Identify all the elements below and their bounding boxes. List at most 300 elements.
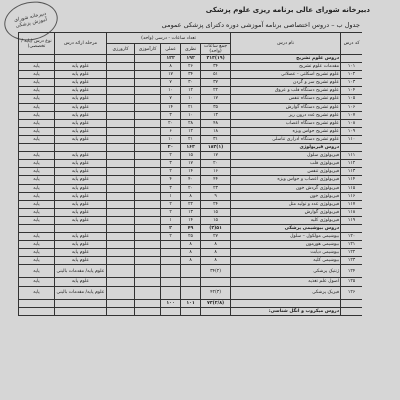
cell-code — [341, 224, 362, 232]
header-total: جمع ساعات (واحد) — [201, 44, 231, 55]
cell-total: ۱۳ — [201, 111, 231, 119]
cell-theory: ۸ — [181, 257, 201, 265]
cell-code: ۱۱۲ — [341, 160, 362, 168]
table-row — [19, 152, 363, 160]
cell-intern — [107, 95, 135, 103]
cell-total: ۱۵ — [201, 208, 231, 216]
cell-type: پایه — [19, 127, 55, 135]
table-row — [19, 127, 363, 135]
cell-intern — [107, 71, 135, 79]
cell-theory: ۲۶ — [181, 63, 201, 71]
cell-type — [19, 224, 55, 232]
cell-practical: ۷ — [161, 95, 181, 103]
cell-practical — [161, 257, 181, 265]
cell-code: ۱۲۰ — [341, 233, 362, 241]
cell-code: ۱۱۳ — [341, 168, 362, 176]
cell-theory — [181, 265, 201, 278]
cell-theory: ۱۲ — [181, 127, 201, 135]
section-row — [19, 224, 363, 232]
cell-type — [19, 55, 55, 63]
cell-type: پایه — [19, 257, 55, 265]
cell-level: علوم پایه — [55, 79, 107, 87]
cell-intern — [107, 241, 135, 249]
cell-theory: ۱۴ — [181, 216, 201, 224]
cell-code: ۱۱۹ — [341, 216, 362, 224]
cell-type: پایه — [19, 160, 55, 168]
cell-total: ۸ — [201, 249, 231, 257]
cell-lab — [135, 87, 161, 95]
cell-total — [201, 307, 231, 315]
cell-name: علوم تشریح دستگاه گوارش — [231, 103, 341, 111]
cell-intern — [107, 224, 135, 232]
cell-level: علوم پایه — [55, 87, 107, 95]
cell-lab — [135, 79, 161, 87]
cell-lab — [135, 127, 161, 135]
cell-code: ۱۰۶ — [341, 103, 362, 111]
cell-lab — [135, 184, 161, 192]
cell-total: ۲۳ — [201, 184, 231, 192]
cell-theory: ۱۳ — [181, 208, 201, 216]
cell-total: ۱۸ — [201, 127, 231, 135]
cell-code: ۱۰۹ — [341, 127, 362, 135]
cell-code: ۱۱۴ — [341, 176, 362, 184]
cell-type — [19, 144, 55, 152]
cell-practical: ۲ — [161, 208, 181, 216]
cell-total: ۲۰ — [201, 160, 231, 168]
cell-name: فیزیولوژی اعصاب و حواس ویژه — [231, 176, 341, 184]
cell-level — [55, 307, 107, 315]
cell-practical: ۳ — [161, 184, 181, 192]
cell-code — [341, 307, 362, 315]
cell-lab — [135, 103, 161, 111]
cell-total: ۴۸ — [201, 119, 231, 127]
section-row — [19, 144, 363, 152]
cell-type: پایه — [19, 95, 55, 103]
cell-level — [55, 299, 107, 307]
cell-lab — [135, 111, 161, 119]
cell-lab — [135, 176, 161, 184]
cell-level: علوم پایه — [55, 160, 107, 168]
cell-type: پایه — [19, 208, 55, 216]
cell-practical — [161, 249, 181, 257]
cell-total: ۳۷ — [201, 79, 231, 87]
cell-intern — [107, 168, 135, 176]
cell-lab — [135, 265, 161, 278]
cell-theory: ۱۷ — [181, 160, 201, 168]
cell-practical: ۱۰ — [161, 135, 181, 143]
cell-name: فیزیولوژی خون — [231, 192, 341, 200]
cell-total: ۵۱(۳) — [201, 224, 231, 232]
table-row — [19, 176, 363, 184]
cell-level: علوم پایه — [55, 216, 107, 224]
cell-name: علوم تشریح حواس ویژه — [231, 127, 341, 135]
cell-theory — [181, 307, 201, 315]
cell-intern — [107, 127, 135, 135]
table-row — [19, 119, 363, 127]
cell-intern — [107, 216, 135, 224]
cell-intern — [107, 87, 135, 95]
table-row — [19, 233, 363, 241]
cell-code: ۱۲۳ — [341, 257, 362, 265]
section-row — [19, 299, 363, 307]
cell-code: ۱۱۷ — [341, 200, 362, 208]
cell-code: ۱۰۳ — [341, 79, 362, 87]
cell-name: فیزیک پزشکی — [231, 286, 341, 299]
table-row — [19, 79, 363, 87]
cell-intern — [107, 278, 135, 286]
cell-level: علوم پایه/ مقدمات بالینی — [55, 265, 107, 278]
cell-intern — [107, 63, 135, 71]
cell-practical: ۱۲۲ — [161, 55, 181, 63]
cell-theory: ۱۶۳ — [181, 144, 201, 152]
cell-practical: ۱ — [161, 216, 181, 224]
cell-lab — [135, 200, 161, 208]
table-row — [19, 71, 363, 79]
cell-practical: ۲ — [161, 224, 181, 232]
cell-lab — [135, 233, 161, 241]
cell-intern — [107, 160, 135, 168]
cell-practical: ۷ — [161, 79, 181, 87]
cell-code: ۱۱۶ — [341, 192, 362, 200]
cell-code: ۱۱۵ — [341, 184, 362, 192]
course-table-wrap — [18, 32, 362, 400]
cell-practical: ۶ — [161, 127, 181, 135]
table-row — [19, 200, 363, 208]
cell-theory: ۲۱ — [181, 135, 201, 143]
cell-intern — [107, 79, 135, 87]
cell-type: پایه — [19, 79, 55, 87]
cell-lab — [135, 208, 161, 216]
cell-lab — [135, 144, 161, 152]
cell-total: ۲۷ — [201, 233, 231, 241]
cell-total: ۲۲ — [201, 87, 231, 95]
cell-practical: ۱۴ — [161, 103, 181, 111]
cell-total: (۱۹)۳۱۳ — [201, 55, 231, 63]
cell-code — [341, 55, 362, 63]
table-row — [19, 135, 363, 143]
cell-theory: ۸ — [181, 192, 201, 200]
cell-name: علوم تشریح سر و گردن — [231, 79, 341, 87]
cell-name — [231, 299, 341, 307]
cell-practical — [161, 307, 181, 315]
cell-level: علوم پایه — [55, 278, 107, 286]
cell-code: ۱۰۴ — [341, 87, 362, 95]
cell-name: فیزیولوژی غدد و تولید مثل — [231, 200, 341, 208]
cell-lab — [135, 278, 161, 286]
cell-total: ۱۶ — [201, 168, 231, 176]
cell-practical: ۱ — [161, 192, 181, 200]
header-units-group: تعداد ساعات - درسی (واحد) — [107, 33, 231, 44]
cell-theory: ۳۰ — [181, 79, 201, 87]
cell-code: ۱۲۱ — [341, 241, 362, 249]
cell-intern — [107, 184, 135, 192]
cell-total: (۲)۳۴ — [201, 265, 231, 278]
table-row — [19, 265, 363, 278]
page-title: جدول ب – دروس اختصاصی برنامه آموزشی دوره دکترای پزشکی عمومی — [161, 21, 360, 29]
cell-name: علوم تشریح دستگاه اعصاب — [231, 119, 341, 127]
cell-code: ۱۲۵ — [341, 278, 362, 286]
cell-code: ۱۲۴ — [341, 265, 362, 278]
cell-lab — [135, 257, 161, 265]
cell-lab — [135, 95, 161, 103]
cell-level: علوم پایه — [55, 127, 107, 135]
cell-intern — [107, 152, 135, 160]
cell-practical: ۲۰ — [161, 119, 181, 127]
cell-practical: ۲ — [161, 200, 181, 208]
cell-practical — [161, 265, 181, 278]
cell-theory: ۱۰ — [181, 95, 201, 103]
cell-code: ۱۰۲ — [341, 71, 362, 79]
cell-name: بیوشیمی کلیه — [231, 257, 341, 265]
cell-code: ۱۲۶ — [341, 286, 362, 299]
table-row — [19, 103, 363, 111]
cell-type: پایه — [19, 119, 55, 127]
cell-name: علوم تشریح غدد درون ریز — [231, 111, 341, 119]
cell-type: پایه — [19, 265, 55, 278]
cell-intern — [107, 257, 135, 265]
cell-type: پایه — [19, 249, 55, 257]
cell-practical — [161, 241, 181, 249]
cell-name: فیزیولوژی تنفس — [231, 168, 341, 176]
cell-theory: ۲۸ — [181, 119, 201, 127]
cell-intern — [107, 286, 135, 299]
cell-lab — [135, 307, 161, 315]
table-row — [19, 192, 363, 200]
cell-practical: ۳ — [161, 160, 181, 168]
cell-intern — [107, 249, 135, 257]
cell-intern — [107, 299, 135, 307]
cell-practical: ۱۰ — [161, 87, 181, 95]
cell-theory: ۸ — [181, 249, 201, 257]
cell-type: پایه — [19, 200, 55, 208]
cell-practical: ۲ — [161, 233, 181, 241]
cell-intern — [107, 111, 135, 119]
cell-code: ۱۰۸ — [341, 119, 362, 127]
cell-practical: ۱۷ — [161, 71, 181, 79]
cell-type: پایه — [19, 184, 55, 192]
table-row — [19, 168, 363, 176]
table-row — [19, 87, 363, 95]
table-row — [19, 249, 363, 257]
table-row — [19, 111, 363, 119]
cell-type: پایه — [19, 216, 55, 224]
course-table — [18, 32, 362, 316]
cell-level: علوم پایه — [55, 152, 107, 160]
cell-level: علوم پایه — [55, 168, 107, 176]
cell-lab — [135, 286, 161, 299]
section-row — [19, 307, 363, 315]
table-row — [19, 241, 363, 249]
cell-practical: ۱۰۰ — [161, 299, 181, 307]
cell-type: پایه — [19, 135, 55, 143]
cell-level: علوم پایه — [55, 176, 107, 184]
cell-theory: ۴۹ — [181, 224, 201, 232]
cell-theory: ۴۰ — [181, 176, 201, 184]
cell-lab — [135, 192, 161, 200]
cell-name: علوم تشریح اسکلتی - عضلانی — [231, 71, 341, 79]
cell-name: بیوشیمی هورمون — [231, 241, 341, 249]
cell-total: ۵۱ — [201, 71, 231, 79]
cell-intern — [107, 200, 135, 208]
cell-theory: ۲۱ — [181, 103, 201, 111]
cell-name: فیزیولوژی گوارش — [231, 208, 341, 216]
section-row — [19, 55, 363, 63]
cell-name: اصول علم تغذیه — [231, 278, 341, 286]
cell-type: پایه — [19, 103, 55, 111]
header-lab: کارآموزی — [135, 44, 161, 55]
cell-lab — [135, 241, 161, 249]
cell-name: فیزیولوژی سلول — [231, 152, 341, 160]
cell-practical: ۸ — [161, 63, 181, 71]
cell-name: ژنتیک پزشکی — [231, 265, 341, 278]
stamp-text: دبیرخانه شورای آموزش پزشکی — [13, 11, 48, 30]
cell-lab — [135, 71, 161, 79]
cell-type: پایه — [19, 278, 55, 286]
cell-name: دروس بیوشیمی پزشکی — [231, 224, 341, 232]
cell-practical: ۲ — [161, 168, 181, 176]
cell-lab — [135, 216, 161, 224]
cell-code: ۱۲۲ — [341, 249, 362, 257]
cell-name: فیزیولوژی قلب — [231, 160, 341, 168]
cell-type: پایه — [19, 152, 55, 160]
cell-total — [201, 278, 231, 286]
cell-lab — [135, 224, 161, 232]
cell-lab — [135, 160, 161, 168]
cell-intern — [107, 103, 135, 111]
cell-name: فیزیولوژی کلیه — [231, 216, 341, 224]
cell-theory: ۳۴ — [181, 71, 201, 79]
cell-lab — [135, 55, 161, 63]
cell-name: بیوشیمی دیابت — [231, 249, 341, 257]
header-intern: کارورزی — [107, 44, 135, 55]
cell-theory: ۲۰ — [181, 184, 201, 192]
cell-total: ۱۷ — [201, 152, 231, 160]
cell-level — [55, 55, 107, 63]
header-code: کد درس — [341, 33, 362, 55]
header-practical: عملی — [161, 44, 181, 55]
cell-total: (۱)۱۸۳ — [201, 144, 231, 152]
cell-total: ۸ — [201, 257, 231, 265]
cell-type — [19, 307, 55, 315]
cell-name: دروس فیزیولوژی — [231, 144, 341, 152]
cell-code: ۱۱۱ — [341, 152, 362, 160]
cell-name: دروس علوم تشریح — [231, 55, 341, 63]
cell-name: دروس میکروب و انگل شناسی: — [231, 307, 341, 315]
cell-level: علوم پایه — [55, 257, 107, 265]
cell-lab — [135, 168, 161, 176]
table-row — [19, 216, 363, 224]
cell-intern — [107, 55, 135, 63]
cell-total: (۳)۴۲ — [201, 286, 231, 299]
cell-level: علوم پایه — [55, 71, 107, 79]
cell-level: علوم پایه — [55, 184, 107, 192]
cell-intern — [107, 265, 135, 278]
cell-name: بیوشیمی مولکول – سلول — [231, 233, 341, 241]
cell-theory: ۱۰ — [181, 111, 201, 119]
cell-level: علوم پایه — [55, 208, 107, 216]
cell-type — [19, 299, 55, 307]
cell-intern — [107, 233, 135, 241]
cell-practical: ۴ — [161, 176, 181, 184]
cell-code — [341, 144, 362, 152]
cell-level: علوم پایه — [55, 135, 107, 143]
cell-practical: ۳ — [161, 111, 181, 119]
cell-theory: ۱۹۲ — [181, 55, 201, 63]
cell-total: ۳۱ — [201, 135, 231, 143]
header-type: نوع درس (پایه / تخصصی) — [19, 33, 55, 55]
cell-intern — [107, 135, 135, 143]
cell-total: ۹ — [201, 192, 231, 200]
cell-total: ۱۵ — [201, 216, 231, 224]
cell-level: علوم پایه — [55, 192, 107, 200]
cell-theory: ۱۵ — [181, 152, 201, 160]
cell-level — [55, 144, 107, 152]
cell-practical: ۲۰ — [161, 144, 181, 152]
cell-level — [55, 224, 107, 232]
header-theory: نظری — [181, 44, 201, 55]
cell-type: پایه — [19, 168, 55, 176]
cell-total: ۴۴ — [201, 176, 231, 184]
cell-intern — [107, 119, 135, 127]
table-row — [19, 63, 363, 71]
cell-theory: ۲۲ — [181, 200, 201, 208]
table-row — [19, 160, 363, 168]
cell-code: ۱۰۵ — [341, 95, 362, 103]
cell-level: علوم پایه — [55, 241, 107, 249]
table-row — [19, 257, 363, 265]
table-row — [19, 208, 363, 216]
cell-type: پایه — [19, 111, 55, 119]
cell-type: پایه — [19, 241, 55, 249]
cell-type: پایه — [19, 233, 55, 241]
cell-type: پایه — [19, 176, 55, 184]
cell-type: پایه — [19, 71, 55, 79]
cell-total: (۲/۸)۷۳ — [201, 299, 231, 307]
cell-total: ۸ — [201, 241, 231, 249]
page-header: دبیرخانه شورای عالی برنامه ریزی علوم پزشکی — [205, 6, 370, 14]
cell-type: پایه — [19, 286, 55, 299]
cell-theory: ۱۰۱ — [181, 299, 201, 307]
cell-lab — [135, 63, 161, 71]
cell-name: علوم تشریح دستگاه ادراری تناسلی — [231, 135, 341, 143]
cell-intern — [107, 192, 135, 200]
cell-intern — [107, 144, 135, 152]
cell-theory: ۲۵ — [181, 233, 201, 241]
cell-intern — [107, 208, 135, 216]
table-row — [19, 286, 363, 299]
cell-name: مقدمات علوم تشریح — [231, 63, 341, 71]
cell-lab — [135, 135, 161, 143]
cell-code: ۱۱۸ — [341, 208, 362, 216]
cell-name: فیزیولوژی گردش خون — [231, 184, 341, 192]
cell-practical — [161, 286, 181, 299]
cell-type: پایه — [19, 87, 55, 95]
table-row — [19, 278, 363, 286]
cell-code: ۱۱۰ — [341, 135, 362, 143]
cell-code: ۱۰۱ — [341, 63, 362, 71]
cell-type: پایه — [19, 192, 55, 200]
cell-intern — [107, 307, 135, 315]
header-name: نام درس — [231, 33, 341, 55]
cell-practical: ۲ — [161, 152, 181, 160]
cell-lab — [135, 152, 161, 160]
cell-level: علوم پایه — [55, 103, 107, 111]
table-body — [19, 55, 363, 316]
cell-level: علوم پایه — [55, 63, 107, 71]
cell-type: پایه — [19, 63, 55, 71]
cell-theory — [181, 286, 201, 299]
cell-total: ۳۴ — [201, 63, 231, 71]
